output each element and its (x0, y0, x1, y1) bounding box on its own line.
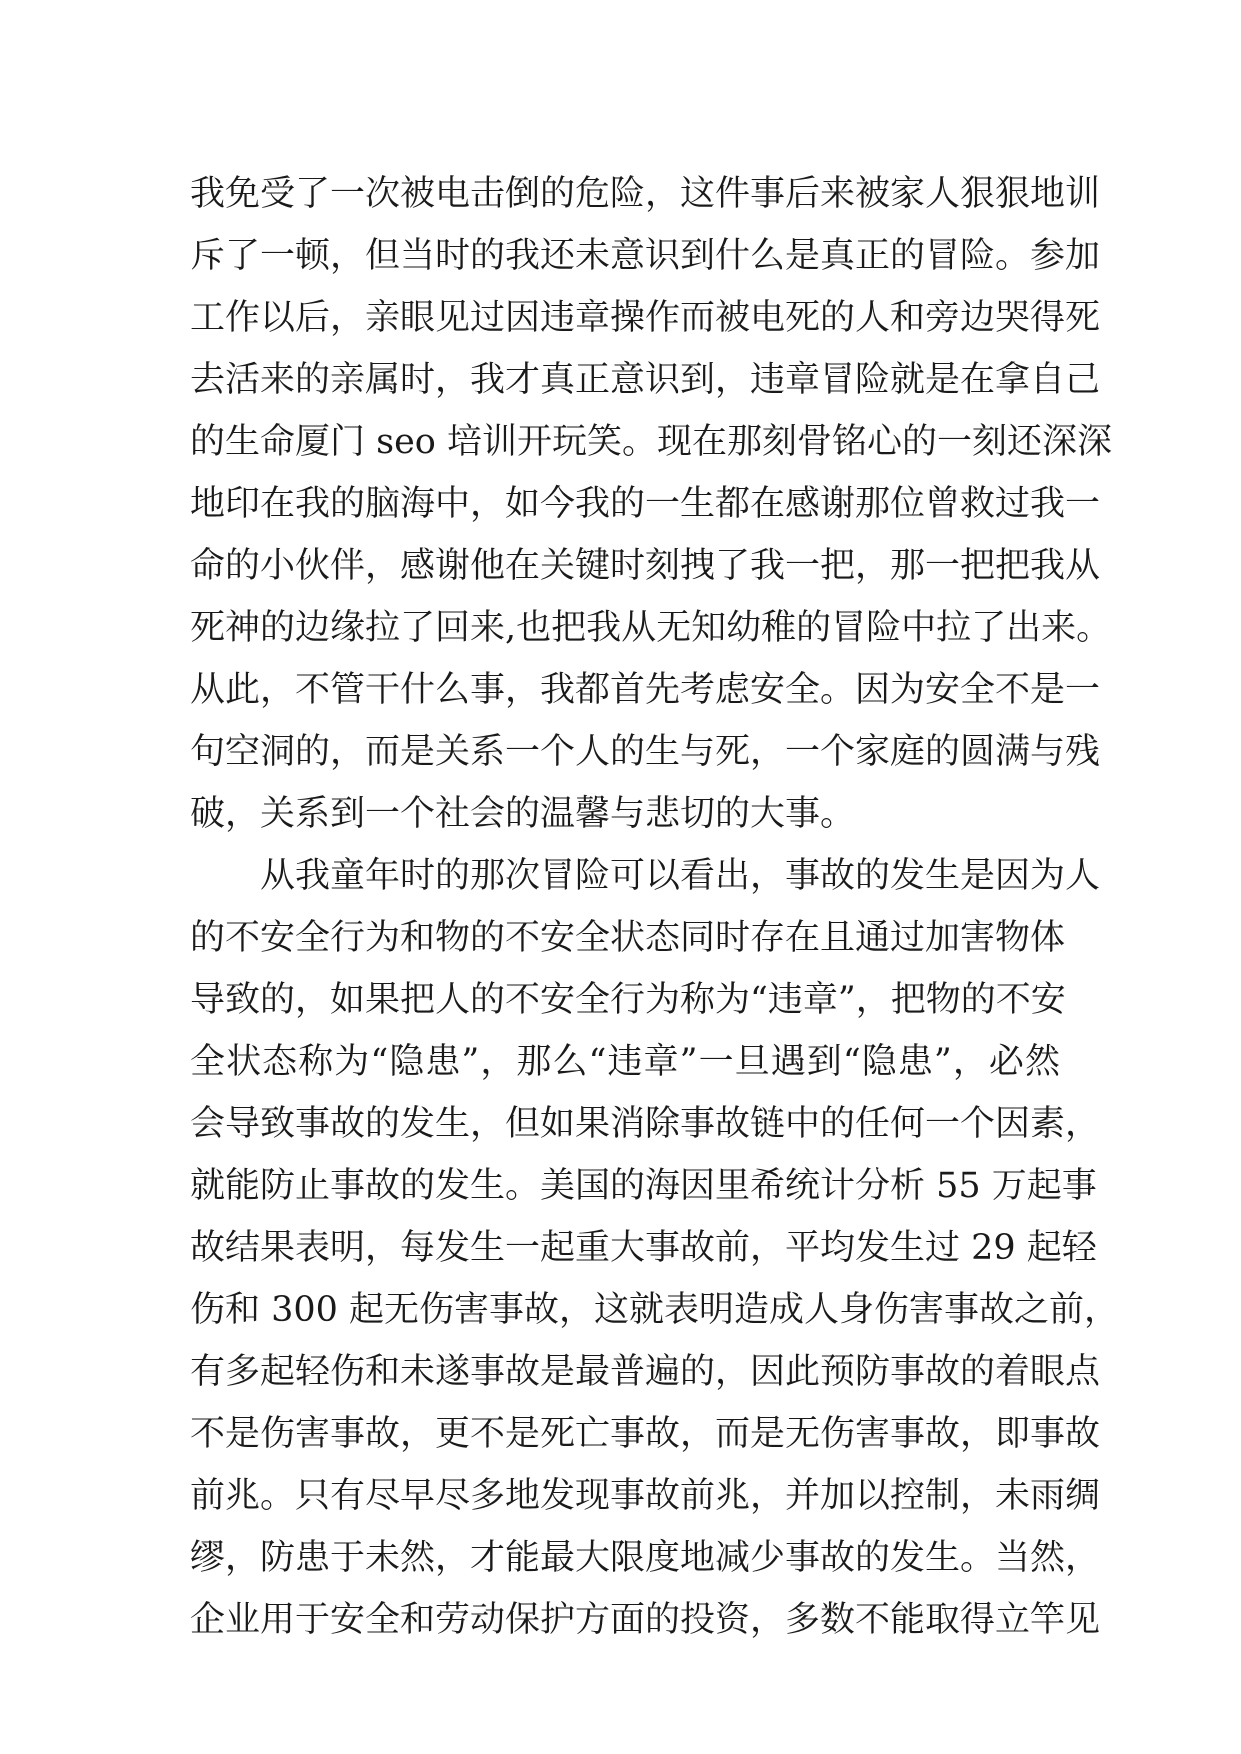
text-line: 的不安全行为和物的不安全状态同时存在且通过加害物体 (190, 918, 1066, 958)
text-line: 我免受了一次被电击倒的危险，这件事后来被家人狠狠地训 (190, 174, 1101, 214)
text-line: 工作以后，亲眼见过因违章操作而被电死的人和旁边哭得死 (190, 298, 1101, 338)
text-line: 企业用于安全和劳动保护方面的投资，多数不能取得立竿见 (190, 1600, 1101, 1640)
text-line: 的生命厦门 seo 培训开玩笑。现在那刻骨铭心的一刻还深深 (190, 422, 1112, 462)
text-line: 命的小伙伴，感谢他在关键时刻拽了我一把，那一把把我从 (190, 546, 1101, 586)
text-line: 导致的，如果把人的不安全行为称为“违章”，把物的不安 (190, 980, 1066, 1020)
text-line: 伤和 300 起无伤害事故，这就表明造成人身伤害事故之前， (190, 1290, 1120, 1330)
text-line: 就能防止事故的发生。美国的海因里希统计分析 55 万起事 (190, 1166, 1097, 1206)
text-line: 地印在我的脑海中，如今我的一生都在感谢那位曾救过我一 (190, 484, 1101, 524)
paragraph (190, 845, 1120, 1651)
text-line: 去活来的亲属时，我才真正意识到，违章冒险就是在拿自己 (190, 360, 1101, 400)
text-line: 从此，不管干什么事，我都首先考虑安全。因为安全不是一 (190, 670, 1101, 710)
text-line: 前兆。只有尽早尽多地发现事故前兆，并加以控制，未雨绸 (190, 1476, 1101, 1516)
text-line: 全状态称为“隐患”，那么“违章”一旦遇到“隐患”，必然 (190, 1042, 1060, 1082)
text-line: 句空洞的，而是关系一个人的生与死，一个家庭的圆满与残 (190, 732, 1101, 772)
text-line: 破，关系到一个社会的温馨与悲切的大事。 (190, 794, 856, 834)
text-line: 死神的边缘拉了回来,也把我从无知幼稚的冒险中拉了出来。 (190, 608, 1112, 648)
text-line: 有多起轻伤和未遂事故是最普遍的，因此预防事故的着眼点 (190, 1352, 1101, 1392)
text-line: 故结果表明，每发生一起重大事故前，平均发生过 29 起轻 (190, 1228, 1097, 1268)
text-line: 缪，防患于未然，才能最大限度地减少事故的发生。当然， (190, 1538, 1101, 1578)
body-text (190, 163, 1120, 1651)
text-line: 不是伤害事故，更不是死亡事故，而是无伤害事故，即事故 (190, 1414, 1101, 1454)
paragraph (190, 163, 1112, 845)
text-line: 从我童年时的那次冒险可以看出，事故的发生是因为人 (260, 856, 1101, 896)
text-line: 斥了一顿，但当时的我还未意识到什么是真正的冒险。参加 (190, 236, 1101, 276)
text-line: 会导致事故的发生，但如果消除事故链中的任何一个因素， (190, 1104, 1101, 1144)
